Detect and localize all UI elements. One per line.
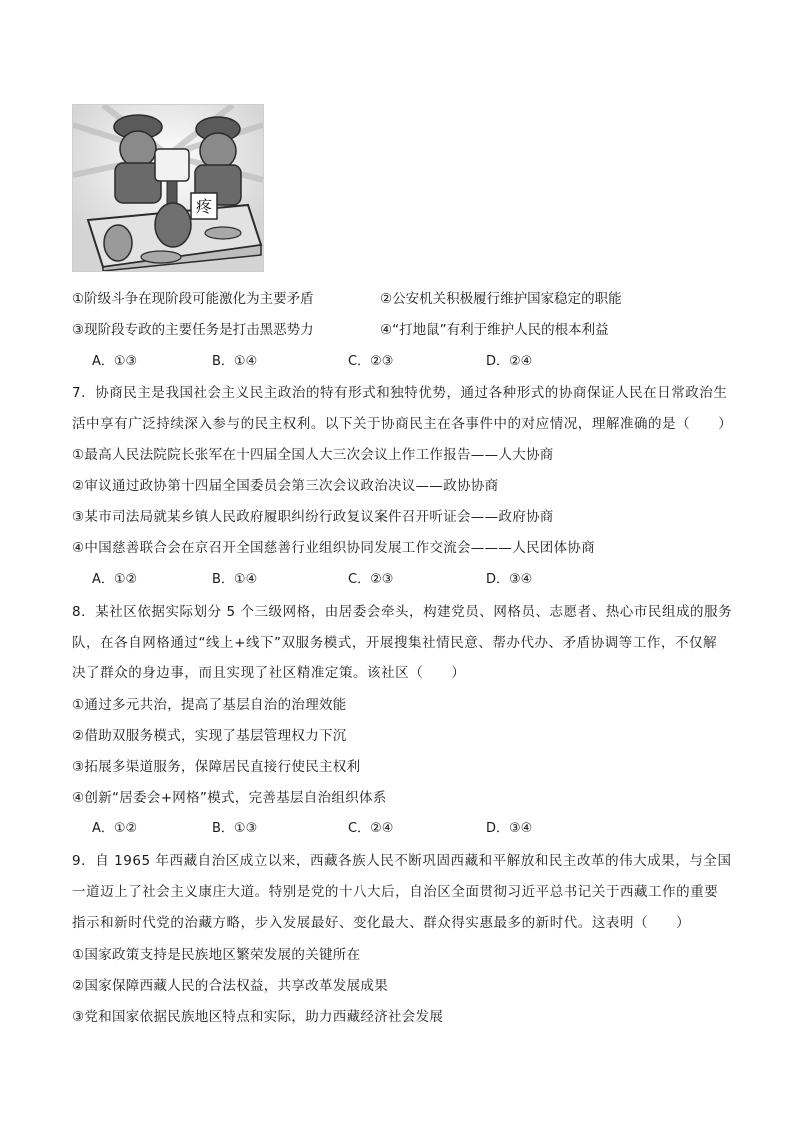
q9-stem-line-2: 一道迈上了社会主义康庄大道。特别是党的十八大后，自治区全面贯彻习近平总书记关于西藏工作的重要 xyxy=(72,884,719,900)
q6-item-3: ③现阶段专政的主要任务是打击黑恶势力 xyxy=(72,322,314,338)
q9-item-3: ③党和国家依据民族地区特点和实际，助力西藏经济社会发展 xyxy=(72,1009,444,1025)
q7-item-4: ④中国慈善联合会在京召开全国慈善行业组织协同发展工作交流会———人民团体协商 xyxy=(72,540,596,556)
q7-item-1: ①最高人民法院院长张军在十四届全国人大三次会议上作工作报告——人大协商 xyxy=(72,447,554,463)
q8-option-d[interactable]: D．③④ xyxy=(486,821,533,836)
q8-option-a[interactable]: A．①② xyxy=(92,821,138,836)
q7-option-a[interactable]: A．①② xyxy=(92,572,138,587)
q8-stem-line-3: 决了群众的身边事，而且实现了社区精准定策。该社区（ ） xyxy=(72,665,466,681)
q7-option-d[interactable]: D．③④ xyxy=(486,572,533,587)
q9-item-2: ②国家保障西藏人民的合法权益，共享改革发展成果 xyxy=(72,978,389,994)
cartoon-illustration xyxy=(73,105,263,271)
q7-stem-line-1: 7．协商民主是我国社会主义民主政治的特有形式和独特优势，通过各种形式的协商保证人民在日常政治生 xyxy=(72,385,728,401)
q6-option-c[interactable]: C．②③ xyxy=(348,354,394,369)
cartoon-figure xyxy=(72,104,264,272)
q6-option-a[interactable]: A．①③ xyxy=(92,354,138,369)
q6-item-4: ④“打地鼠”有利于维护人民的根本利益 xyxy=(380,322,609,338)
q7-item-3: ③某市司法局就某乡镇人民政府履职纠纷行政复议案件召开听证会——政府协商 xyxy=(72,509,554,525)
q8-item-3: ③拓展多渠道服务，保障居民直接行使民主权利 xyxy=(72,759,361,775)
q8-option-c[interactable]: C．②④ xyxy=(348,821,394,836)
q8-item-1: ①通过多元共治，提高了基层自治的治理效能 xyxy=(72,697,347,713)
q6-option-d[interactable]: D．②④ xyxy=(486,354,533,369)
q6-item-2: ②公安机关积极履行维护国家稳定的职能 xyxy=(380,291,622,307)
q7-option-c[interactable]: C．②③ xyxy=(348,572,394,587)
q9-item-1: ①国家政策支持是民族地区繁荣发展的关键所在 xyxy=(72,947,361,963)
q8-item-4: ④创新“居委会+网格”模式，完善基层自治组织体系 xyxy=(72,790,387,806)
q9-stem-line-3: 指示和新时代党的治藏方略，步入发展最好、变化最大、群众得实惠最多的新时代。这表明（ ） xyxy=(72,915,691,931)
q8-option-b[interactable]: B．①③ xyxy=(212,821,258,836)
q8-stem-line-1: 8．某社区依据实际划分 5 个三级网格，由居委会牵头，构建党员、网格员、志愿者、热心市民组成的服务 xyxy=(72,604,733,620)
q7-option-b[interactable]: B．①④ xyxy=(212,572,258,587)
q9-stem-line-1: 9．自 1965 年西藏自治区成立以来，西藏各族人民不断巩固西藏和平解放和民主改革的伟大成果，与全国 xyxy=(72,853,732,869)
q8-stem-line-2: 队，在各自网格通过“线上+线下”双服务模式，开展搜集社情民意、帮办代办、矛盾协调等工作，不仅解 xyxy=(72,635,718,651)
q6-item-1: ①阶级斗争在现阶段可能激化为主要矛盾 xyxy=(72,291,314,307)
cartoon-sign-text: 疼 xyxy=(195,197,213,216)
q6-option-b[interactable]: B．①④ xyxy=(212,354,258,369)
q8-item-2: ②借助双服务模式，实现了基层管理权力下沉 xyxy=(72,728,347,744)
q7-item-2: ②审议通过政协第十四届全国委员会第三次会议政治决议——政协协商 xyxy=(72,478,499,494)
q7-stem-line-2: 活中享有广泛持续深入参与的民主权利。以下关于协商民主在各事件中的对应情况，理解准确的是（ ） xyxy=(72,416,733,432)
